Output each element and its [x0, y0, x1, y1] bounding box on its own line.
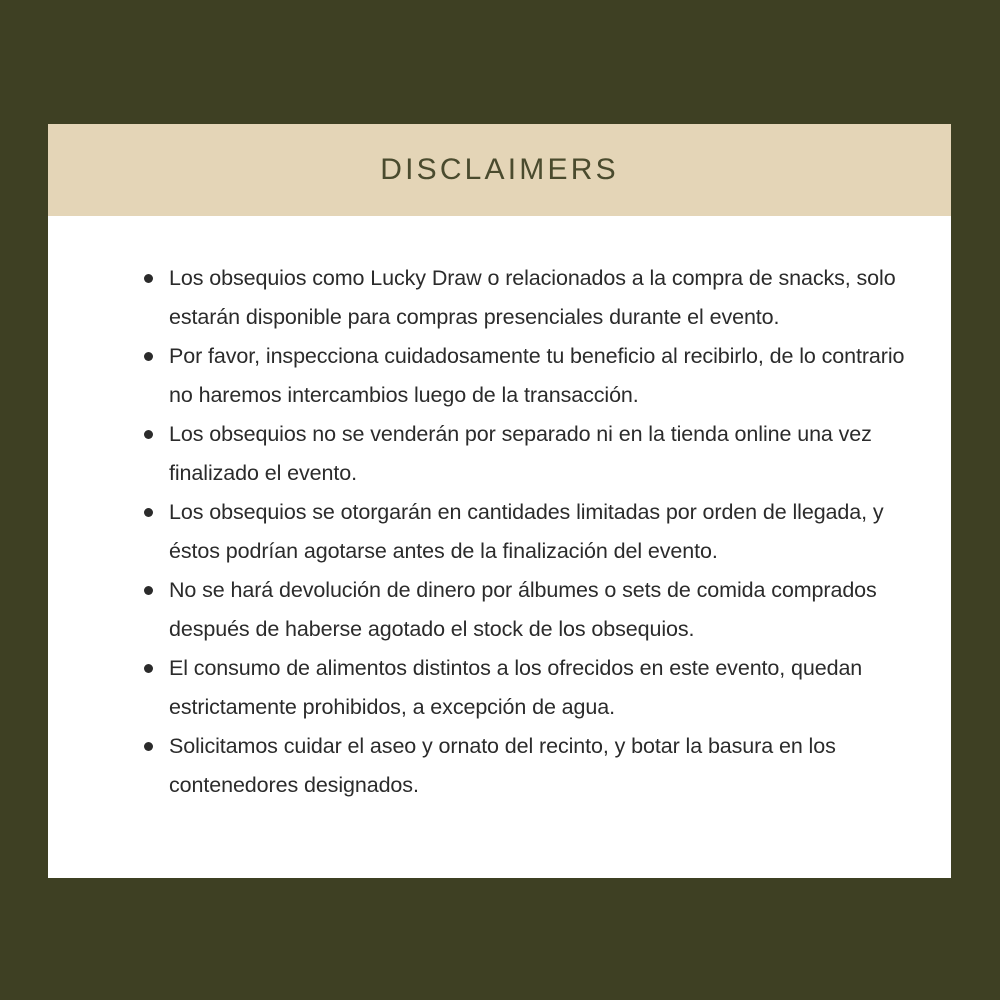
list-item [98, 571, 915, 649]
list-item [98, 337, 915, 415]
list-item [98, 727, 915, 805]
card-body [48, 216, 951, 805]
page-title: DISCLAIMERS [380, 153, 619, 186]
bullet-dot-icon [144, 742, 153, 751]
list-item-text: Por favor, inspecciona cuidadosamente tu beneficio al recibirlo, de lo contrario no haremos intercambios luego de la transacción. [169, 344, 905, 407]
list-item-text: El consumo de alimentos distintos a los ofrecidos en este evento, quedan estrictamente prohibidos, a excepción de agua. [169, 656, 863, 719]
disclaimer-list [98, 259, 915, 805]
disclaimers-card [48, 124, 951, 878]
list-item [98, 259, 915, 337]
bullet-dot-icon [144, 664, 153, 673]
card-header [48, 124, 951, 216]
list-item-text: Los obsequios se otorgarán en cantidades limitadas por orden de llegada, y éstos podrían agotarse antes de la finalización del evento. [169, 500, 884, 563]
list-item-text: Solicitamos cuidar el aseo y ornato del recinto, y botar la basura en los contenedores designados. [169, 734, 836, 797]
bullet-dot-icon [144, 508, 153, 517]
list-item [98, 649, 915, 727]
list-item-text: Los obsequios no se venderán por separado ni en la tienda online una vez finalizado el evento. [169, 422, 872, 485]
bullet-dot-icon [144, 586, 153, 595]
list-item-text: No se hará devolución de dinero por álbumes o sets de comida comprados después de haberse agotado el stock de los obsequios. [169, 578, 877, 641]
bullet-dot-icon [144, 274, 153, 283]
bullet-dot-icon [144, 352, 153, 361]
bullet-dot-icon [144, 430, 153, 439]
list-item-text: Los obsequios como Lucky Draw o relacionados a la compra de snacks, solo estarán disponible para compras presenciales durante el evento. [169, 266, 896, 329]
list-item [98, 415, 915, 493]
list-item [98, 493, 915, 571]
